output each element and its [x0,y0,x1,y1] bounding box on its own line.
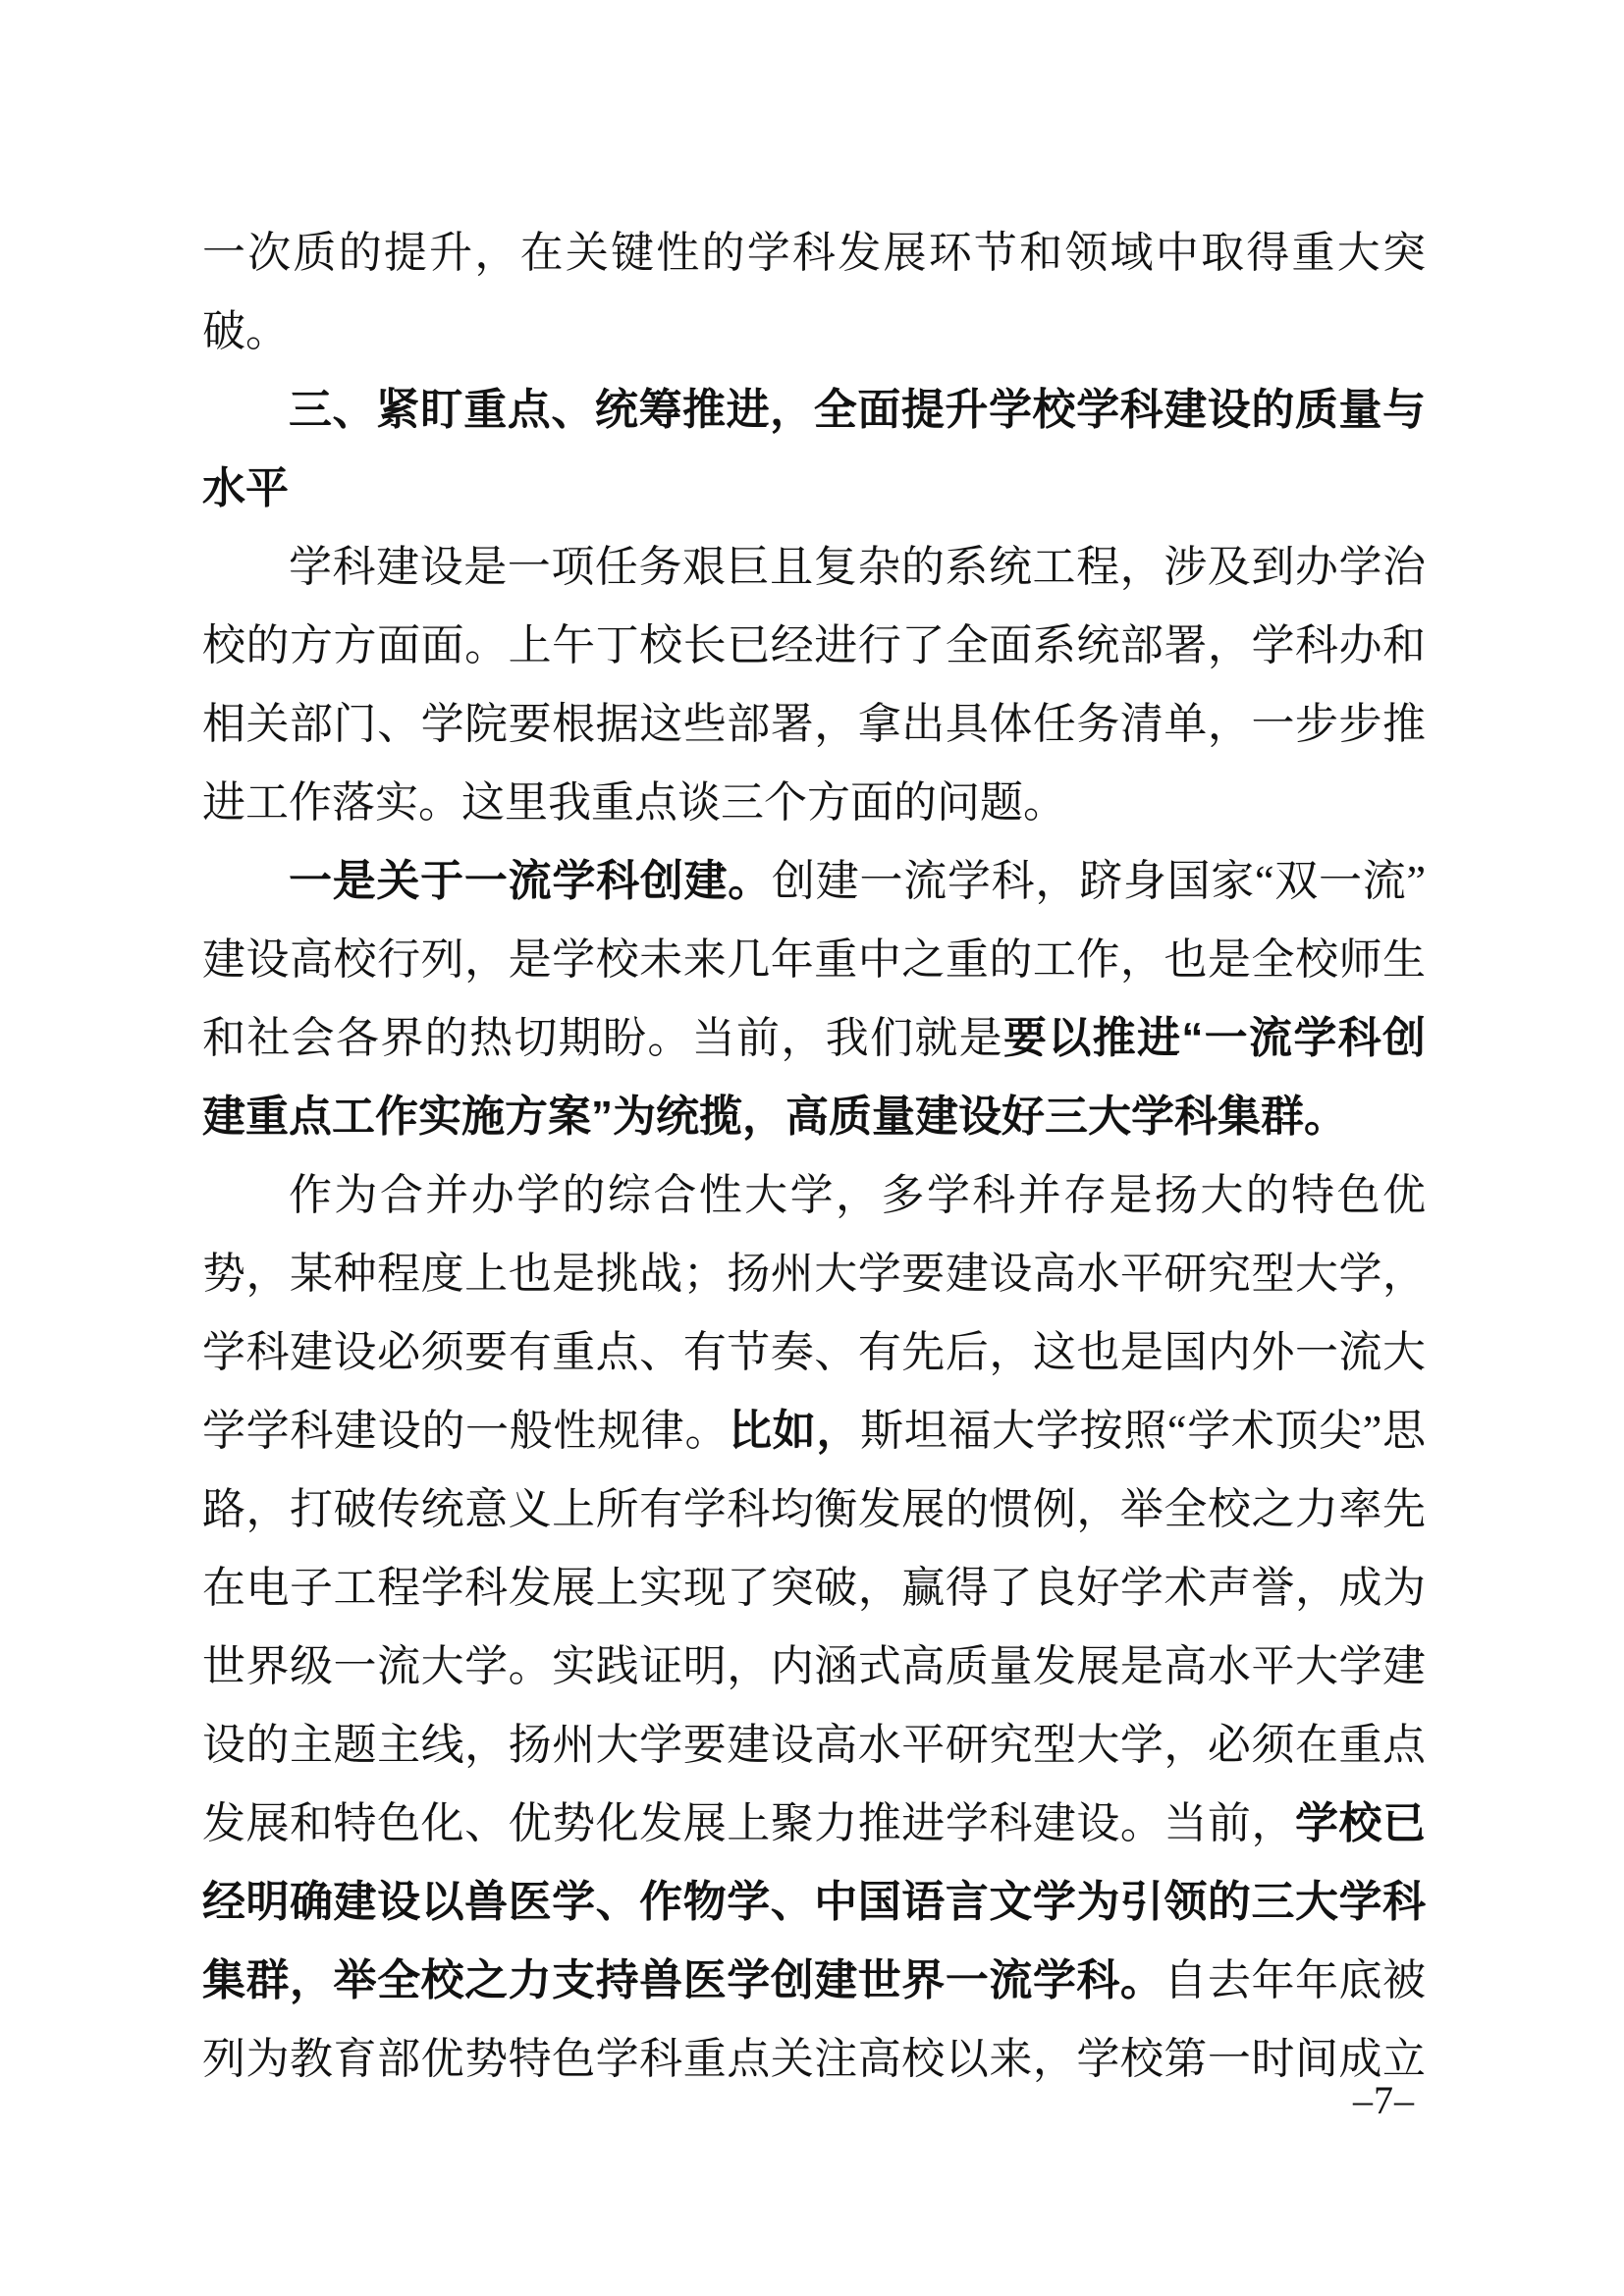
text-line [202,1392,1426,1470]
text-line [202,607,1426,685]
text-segment: 斯坦福大学按照“学术顶尖”思 [860,1407,1427,1455]
text-line [202,371,1426,450]
text-line [202,293,1426,371]
text-segment: 比如， [729,1407,861,1455]
text-line [202,1863,1426,1942]
text-segment: 作为合并办学的综合性大学，多学科并存是扬大的特色优 [289,1171,1426,1219]
text-segment: 创建一流学科，跻身国家“双一流” [772,857,1426,905]
text-segment: 建重点工作实施方案”为统揽，高质量建设好三大学科集群。 [202,1093,1347,1141]
text-segment: 要以推进“一流学科创 [1003,1014,1426,1062]
text-line [202,1549,1426,1628]
text-line [202,1470,1426,1549]
text-segment: 一是关于一流学科创建。 [289,857,773,905]
text-line [202,1156,1426,1235]
text-segment: 在电子工程学科发展上实现了突破，赢得了良好学术声誉，成为 [202,1564,1426,1612]
text-segment: 集群，举全校之力支持兽医学创建世界一流学科。 [202,1956,1164,2004]
text-segment: 建设高校行列，是学校未来几年重中之重的工作，也是全校师生 [202,935,1426,984]
text-line [202,842,1426,921]
text-segment: 进工作落实。这里我重点谈三个方面的问题。 [202,778,1066,827]
text-line [202,1942,1426,2020]
text-line [202,1785,1426,1863]
text-segment: 设的主题主线，扬州大学要建设高水平研究型大学，必须在重点 [202,1721,1426,1769]
text-segment: 学科建设是一项任务艰巨且复杂的系统工程，涉及到办学治 [289,543,1426,591]
text-line [202,528,1426,607]
text-line [202,450,1426,528]
text-segment: 破。 [202,307,289,355]
text-segment: 列为教育部优势特色学科重点关注高校以来，学校第一时间成立 [202,2035,1426,2083]
text-line [202,214,1426,293]
text-segment: 和社会各界的热切期盼。当前，我们就是 [202,1014,1003,1062]
text-line [202,2020,1426,2099]
text-segment: 路，打破传统意义上所有学科均衡发展的惯例，举全校之力率先 [202,1485,1426,1533]
document-body [202,214,1426,2099]
text-segment: 势，某种程度上也是挑战；扬州大学要建设高水平研究型大学， [202,1250,1426,1298]
text-line [202,1706,1426,1785]
text-segment: 水平 [202,464,289,512]
text-segment: 自去年年底被 [1164,1956,1426,2004]
text-line [202,764,1426,842]
text-line [202,999,1426,1078]
text-segment: 三、紧盯重点、统筹推进，全面提升学校学科建设的质量与 [289,386,1426,434]
text-segment: 学校已 [1294,1799,1427,1847]
text-segment: 学学科建设的一般性规律。 [202,1407,730,1455]
text-segment: 发展和特色化、优势化发展上聚力推进学科建设。当前， [202,1799,1295,1847]
text-line [202,1628,1426,1706]
text-line [202,685,1426,764]
text-segment: 校的方方面面。上午丁校长已经进行了全面系统部署，学科办和 [202,621,1426,669]
text-segment: 一次质的提升，在关键性的学科发展环节和领域中取得重大突 [202,229,1426,277]
text-line [202,1078,1426,1156]
text-line [202,1313,1426,1392]
text-segment: 学科建设必须要有重点、有节奏、有先后，这也是国内外一流大 [202,1328,1426,1376]
text-segment: 相关部门、学院要根据这些部署，拿出具体任务清单，一步步推 [202,700,1426,748]
text-segment: 世界级一流大学。实践证明，内涵式高质量发展是高水平大学建 [202,1642,1426,1690]
text-line [202,1235,1426,1313]
page-number: –7– [1353,2078,1415,2122]
text-segment: 经明确建设以兽医学、作物学、中国语言文学为引领的三大学科 [202,1878,1426,1926]
text-line [202,921,1426,999]
